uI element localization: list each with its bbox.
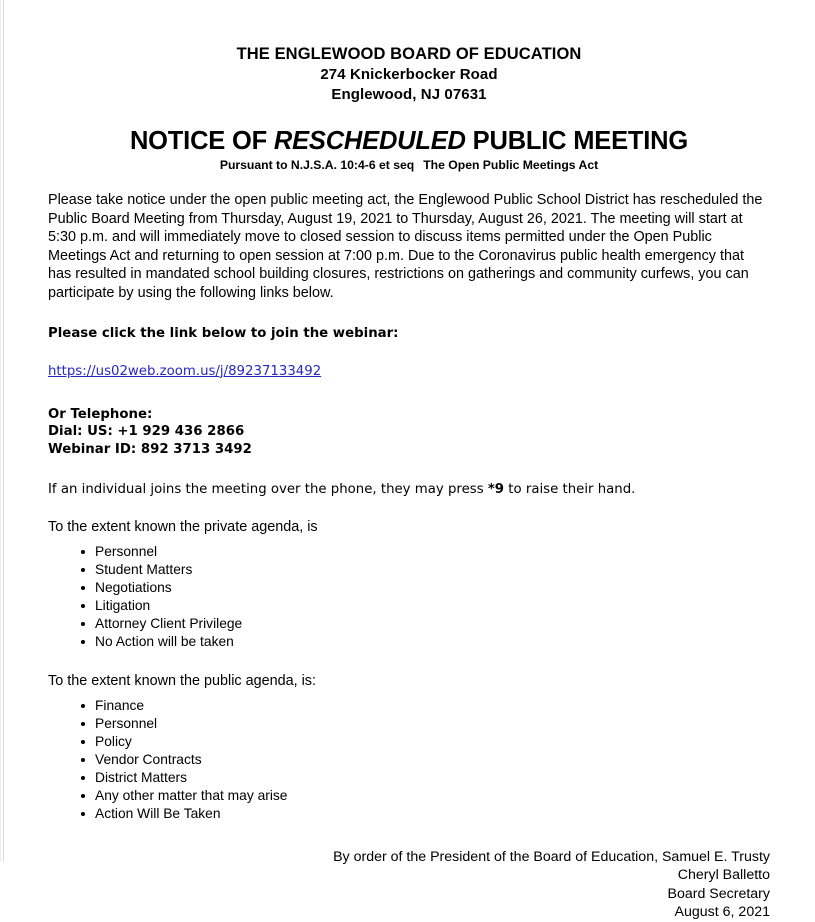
title-emphasis: RESCHEDULED [273, 127, 466, 156]
statute-reference: Pursuant to N.J.S.A. 10:4-6 et seq [219, 158, 415, 173]
list-item: Finance [48, 697, 770, 715]
document-content [48, 0, 770, 922]
list-item: Any other matter that may arise [48, 787, 770, 805]
page-title [48, 127, 770, 156]
secretary-role: Board Secretary [667, 885, 770, 902]
list-item: Personnel [48, 715, 770, 733]
list-item: Student Matters [48, 561, 770, 579]
title-subtitle [48, 158, 770, 172]
webinar-link[interactable]: https://us02web.zoom.us/j/89237133492 [48, 363, 322, 379]
title-suffix: PUBLIC MEETING [465, 127, 689, 156]
public-agenda-intro: To the extent known the public agenda, is: [48, 672, 317, 689]
raise-hand-text-after: to raise their hand. [504, 481, 636, 497]
title-block [48, 127, 770, 172]
by-order-line: By order of the President of the Board of Education, Samuel E. Trusty [333, 848, 770, 865]
list-item: District Matters [48, 769, 770, 787]
raise-hand-instruction [48, 481, 770, 498]
list-item: Personnel [48, 543, 770, 561]
secretary-name: Cheryl Balletto [677, 867, 770, 884]
letterhead [48, 0, 770, 104]
raise-hand-keycode: *9 [487, 481, 505, 497]
webinar-block [48, 325, 770, 498]
webinar-id: Webinar ID: 892 3713 3492 [48, 441, 252, 457]
telephone-heading: Or Telephone: [48, 407, 153, 422]
street-address: 274 Knickerbocker Road [320, 66, 498, 84]
notice-date: August 6, 2021 [674, 904, 770, 921]
list-item: Attorney Client Privilege [48, 615, 770, 633]
page-edge-outer [0, 0, 1, 861]
list-item: No Action will be taken [48, 633, 770, 651]
public-agenda-list [48, 697, 770, 823]
private-agenda-intro: To the extent known the private agenda, is [48, 519, 318, 536]
webinar-intro: Please click the link below to join the webinar: [48, 326, 399, 342]
list-item: Action Will Be Taken [48, 805, 770, 823]
organization-name: THE ENGLEWOOD BOARD OF EDUCATION [236, 45, 582, 63]
webinar-link-row [48, 363, 770, 380]
page-edge-line [3, 0, 4, 861]
list-item: Litigation [48, 597, 770, 615]
list-item: Negotiations [48, 579, 770, 597]
raise-hand-text-before: If an individual joins the meeting over the phone, they may press [48, 481, 488, 497]
list-item: Policy [48, 733, 770, 751]
notice-paragraph: Please take notice under the open public meeting act, the Englewood Public School District has rescheduled the Public Board Meeting from Thursday, August 19, 2021 to Thursday, August 26, 2021. The meeting will start at 5:30 p.m. and will immediately move to closed session to discuss items permitted under the Open Public Meetings Act and returning to open session at 7:00 p.m. Due to the Coronavirus public health emergency that has resulted in mandated school building closures, restrictions on gatherings and community curfews, you can participate by using the following links below. [48, 192, 763, 301]
list-item: Vendor Contracts [48, 751, 770, 769]
telephone-block [48, 406, 770, 458]
title-prefix: NOTICE OF [129, 127, 274, 156]
private-agenda-list [48, 543, 770, 651]
signature-block [48, 848, 770, 922]
city-state-zip: Englewood, NJ 07631 [331, 85, 487, 103]
act-name: The Open Public Meetings Act [423, 158, 599, 173]
dial-number: Dial: US: +1 929 436 2866 [48, 424, 245, 440]
